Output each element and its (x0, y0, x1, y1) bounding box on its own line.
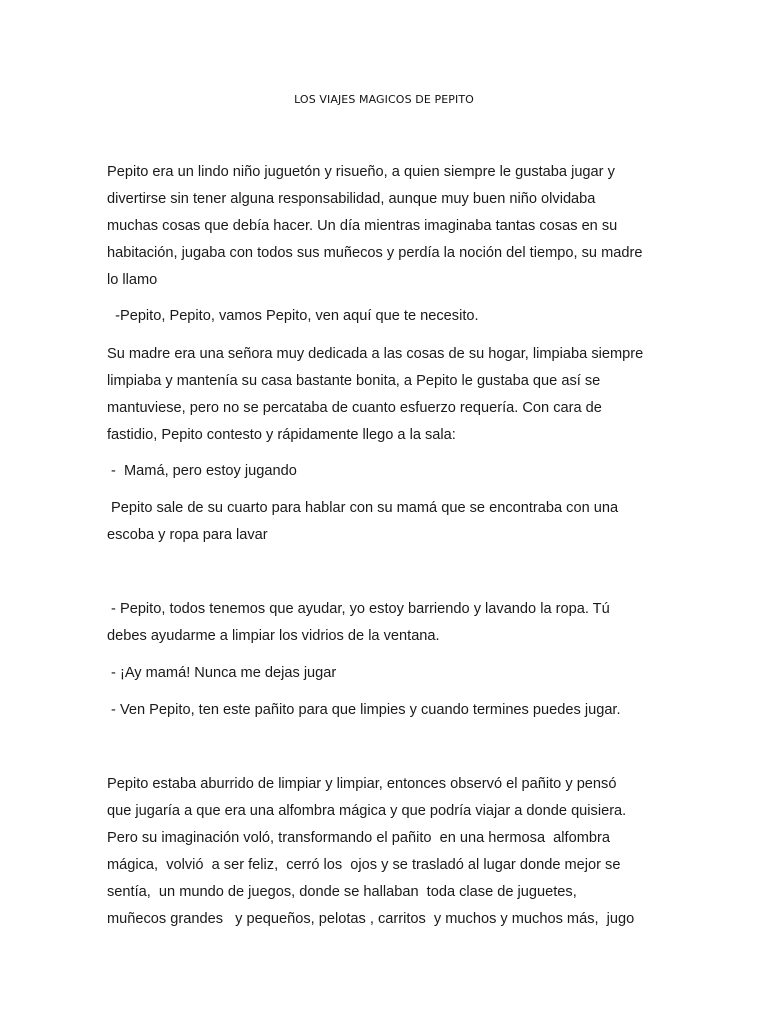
text-line: lo llamo (107, 272, 158, 288)
text-line: limpiaba y mantenía su casa bastante bonita, a Pepito le gustaba que así se (107, 373, 601, 389)
text-line: habitación, jugaba con todos sus muñecos y perdía la noción del tiempo, su madre (107, 245, 643, 261)
text-line: Pero su imaginación voló, transformando el pañito en una hermosa alfombra (107, 830, 610, 846)
text-line: - Mamá, pero estoy jugando (107, 463, 297, 479)
text-line: divertirse sin tener alguna responsabilidad, aunque muy buen niño olvidaba (107, 191, 596, 207)
text-line: - ¡Ay mamá! Nunca me dejas jugar (107, 665, 337, 681)
text-line: Pepito estaba aburrido de limpiar y limpiar, entonces observó el pañito y pensó (107, 776, 617, 792)
text-line: - Pepito, todos tenemos que ayudar, yo estoy barriendo y lavando la ropa. Tú (107, 601, 610, 617)
document-title: LOS VIAJES MAGICOS DE PEPITO (294, 93, 474, 106)
text-line: fastidio, Pepito contesto y rápidamente llego a la sala: (107, 427, 456, 443)
text-line: que jugaría a que era una alfombra mágica y que podría viajar a donde quisiera. (107, 803, 627, 819)
text-line: muchas cosas que debía hacer. Un día mientras imaginaba tantas cosas en su (107, 218, 618, 234)
text-line: Su madre era una señora muy dedicada a las cosas de su hogar, limpiaba siempre (107, 346, 644, 362)
text-line: mágica, volvió a ser feliz, cerró los ojos y se trasladó al lugar donde mejor se (107, 857, 621, 873)
text-line: Pepito era un lindo niño juguetón y risueño, a quien siempre le gustaba jugar y (107, 164, 615, 180)
text-line: -Pepito, Pepito, vamos Pepito, ven aquí que te necesito. (107, 308, 479, 324)
text-line: - Ven Pepito, ten este pañito para que limpies y cuando termines puedes jugar. (107, 702, 621, 718)
text-line: Pepito sale de su cuarto para hablar con su mamá que se encontraba con una (107, 500, 619, 516)
text-line: sentía, un mundo de juegos, donde se hallaban toda clase de juguetes, (107, 884, 577, 900)
text-line: escoba y ropa para lavar (107, 527, 268, 543)
text-line: muñecos grandes y pequeños, pelotas , carritos y muchos y muchos más, jugo (107, 911, 635, 927)
text-line: debes ayudarme a limpiar los vidrios de la ventana. (107, 628, 440, 644)
text-line: mantuviese, pero no se percataba de cuanto esfuerzo requería. Con cara de (107, 400, 602, 416)
